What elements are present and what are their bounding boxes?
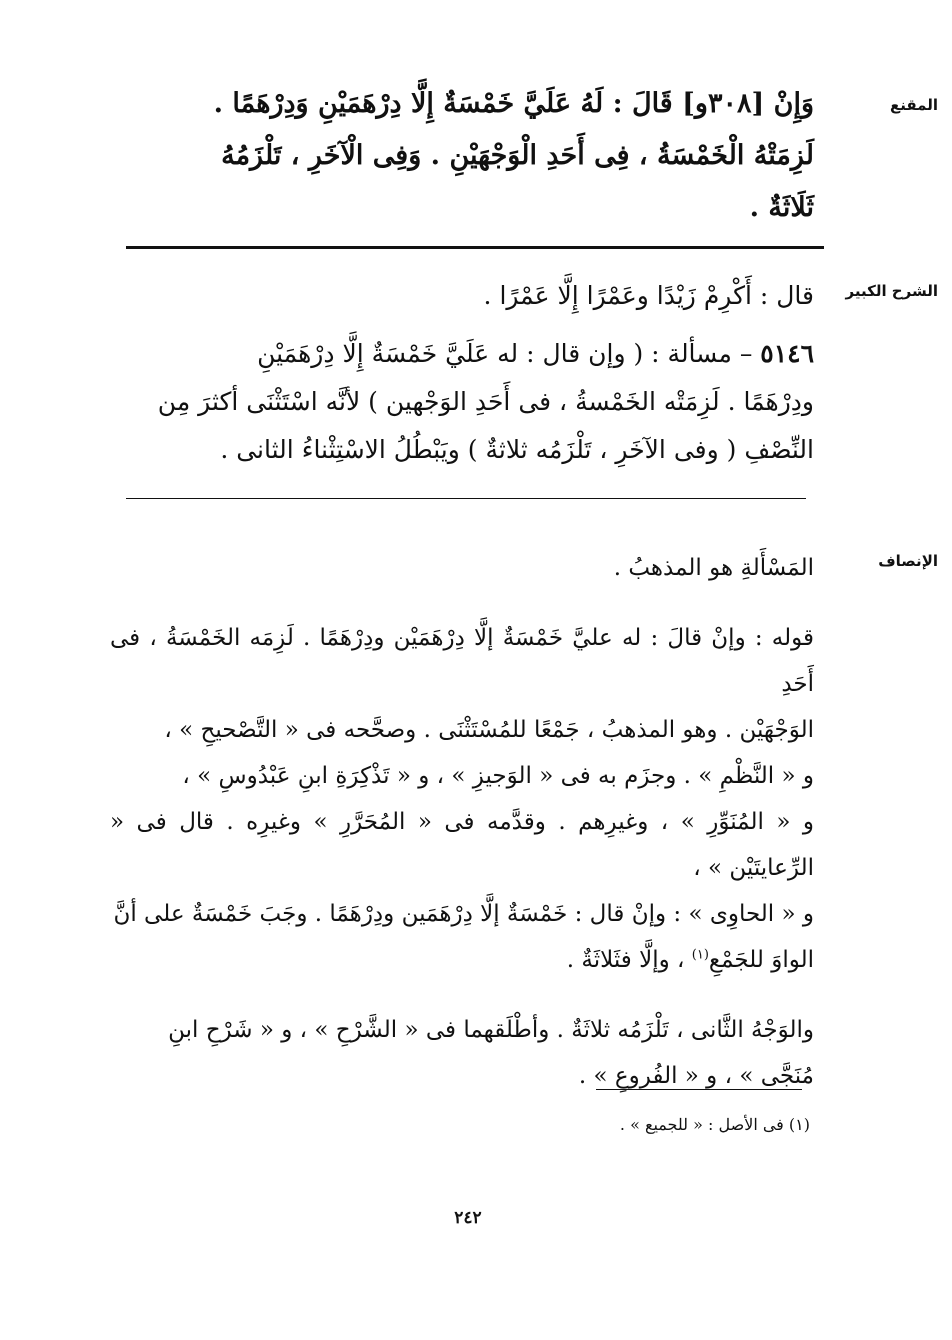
muqni-line: ثَلَاثَةٌ . (749, 192, 814, 223)
section-divider (126, 246, 824, 249)
insaf-line (110, 937, 814, 983)
footnote-reference: (١) (691, 947, 709, 963)
footnote-divider (596, 1089, 802, 1090)
insaf-line: و « المُنَوِّرِ » ، وغيرِهم . وقدَّمه فى « المُحَرَّرِ » وغيرِه . قال فى « الرِّعايتَيْن » ، (110, 809, 814, 881)
insaf-label: الإنصاف (878, 552, 938, 570)
page-number: ٢٤٢ (454, 1208, 482, 1228)
muqni-line: لَزِمَتْهُ الْخَمْسَةُ ، فِى أَحَدِ الْوَجْهَيْنِ . وَفِى الْآخَرِ ، تَلْزَمُهُ (221, 140, 814, 171)
insaf-text-run: الواوَ للجَمْعِ (708, 947, 814, 973)
footnote: (١) فى الأصل : « للجميع » . (619, 1115, 810, 1134)
insaf-paragraph (110, 1007, 814, 1099)
sharh-line: ودِرْهَمًا . لَزِمَتْه الخَمْسةُ ، فى أَحَدِ الوَجْهين ) لأنَّه اسْتَثْنَى أكثرَ مِن (157, 387, 814, 416)
insaf-line: الوَجْهَيْن . وهو المذهبُ ، جَمْعًا للمُسْتَثْنَى . وصحَّحه فى « التَّصْحيحِ » ، (164, 717, 814, 743)
section-divider (126, 498, 806, 499)
sharh-line: قال : أَكْرِمْ زَيْدًا وعَمْرًا إِلَّا عَمْرًا . (483, 281, 814, 310)
muqni-text (110, 78, 814, 234)
insaf-line: و « الحاوِى » : وإنْ قال : خَمْسَةٌ إلَّا دِرْهَمَين ودِرْهَمًا . وجَبَ خَمْسَةٌ على أنَّ (113, 901, 814, 927)
sharh-text (110, 272, 814, 474)
issue-number: ٥١٤٦ (760, 339, 814, 368)
insaf-line: قوله : وإنْ قالَ : له عليَّ خَمْسَةٌ إلَّا دِرْهَمَيْن ودِرْهَمًا . لَزِمَه الخَمْسَةُ ، فى أَحَدِ (110, 625, 814, 697)
muqni-line: وَإِنْ [٣٠٨و] قَالَ : لَهُ عَلَيَّ خَمْسَةٌ إِلَّا دِرْهَمَيْنِ وَدِرْهَمًا . (213, 88, 814, 119)
insaf-paragraph (110, 615, 814, 983)
insaf-text (110, 545, 814, 1099)
insaf-text-run: ، وإلَّا فثَلاثَةٌ . (566, 947, 685, 973)
insaf-line: المَسْأَلةِ هو المذهبُ . (613, 555, 814, 581)
insaf-line: و « النَّظْمِ » . وجزَم به فى « الوَجيزِ » ، و « تَذْكِرَةِ ابنِ عَبْدُوسِ » ، (182, 763, 814, 789)
insaf-line: مُنَجَّى » ، و « الفُروعِ » . (578, 1063, 814, 1089)
muqni-label: المقنع (890, 96, 938, 114)
insaf-line: والوَجْهُ الثَّانى ، تَلْزَمُه ثلاثَةٌ . وأطْلَقهما فى « الشَّرْحِ » ، و « شَرْحِ ابنِ (168, 1017, 814, 1043)
sharh-issue-line (110, 330, 814, 378)
sharh-line: النِّصْفِ ( وفى الآخَرِ ، تَلْزَمُه ثلاثةٌ ) ويَبْطُلُ الاسْتِثْناءُ الثانى . (220, 435, 814, 464)
sharh-line: – مسألة : ( وإن قال : له عَلَيَّ خَمْسَةٌ إِلَّا دِرْهَمَيْنِ (257, 339, 753, 368)
sharh-label: الشرح الكبير (845, 282, 938, 300)
